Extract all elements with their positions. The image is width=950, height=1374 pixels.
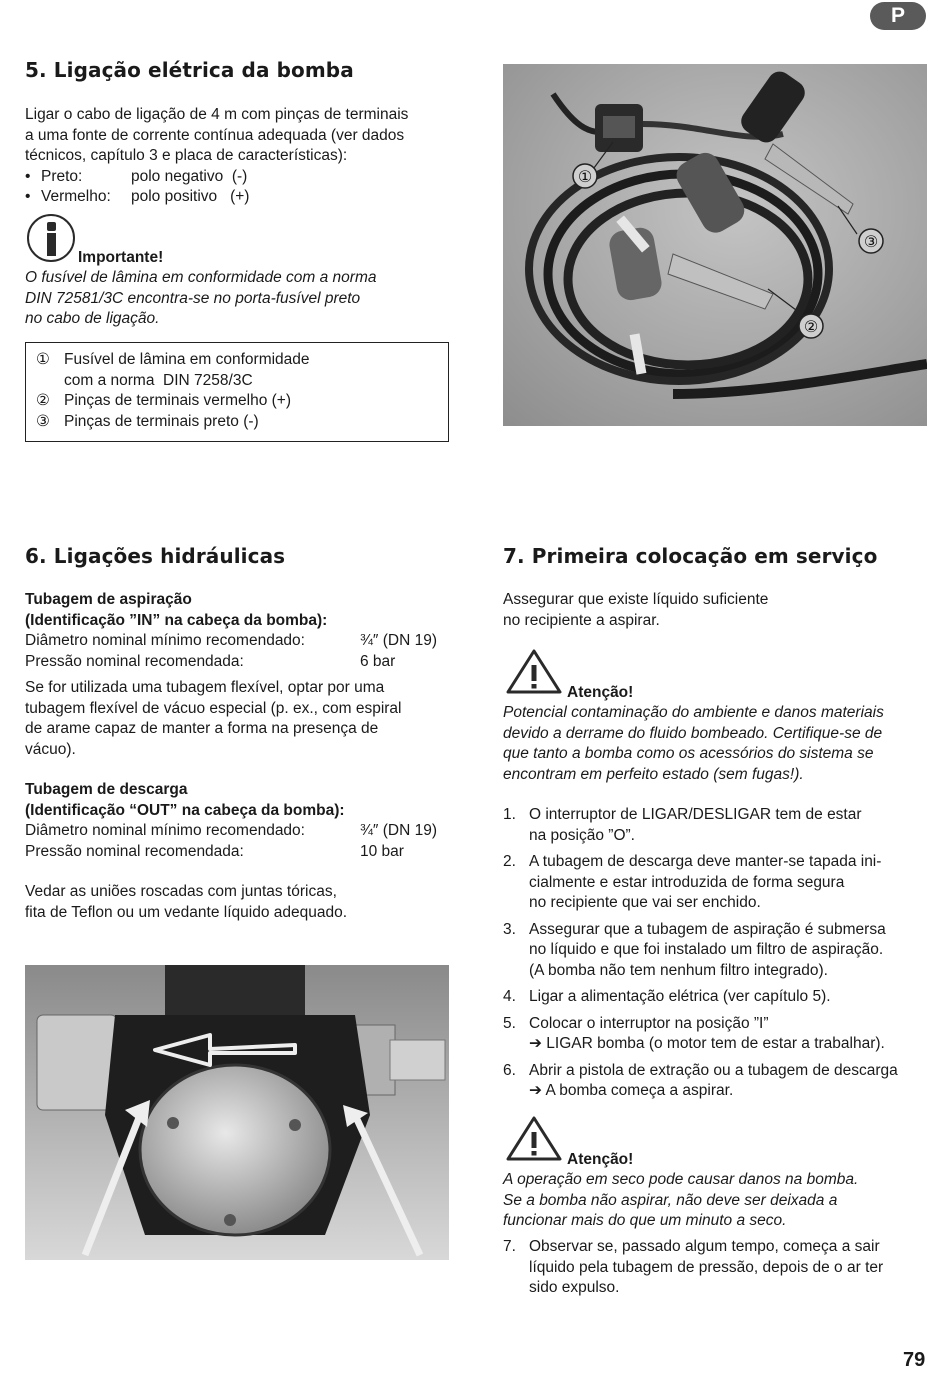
suction-heading-id: (Identificação ”IN” na cabeça da bomba): <box>25 611 328 629</box>
step-item-7: 7. Observar se, passado algum tempo, começa a sair líquido pela tubagem de pressão, depois de o ar ter sido expulso. <box>503 1238 884 1296</box>
discharge-spec-pressure: Pressão nominal recomendada: 10 bar <box>25 842 404 860</box>
sealing-note: fita de Teflon ou um vedante líquido adequado. <box>25 903 348 921</box>
legend-item: ② Pinças de terminais vermelho (+) <box>36 392 291 409</box>
step-item: 1. O interruptor de LIGAR/DESLIGAR tem de estar na posição ”O”. <box>503 806 862 844</box>
pump-head-image <box>25 965 449 1260</box>
suction-heading: Tubagem de aspiração <box>25 591 192 608</box>
info-icon <box>27 214 75 262</box>
warning-2-text: A operação em seco pode causar danos na bomba. Se a bomba não aspirar, não deve ser deixada a funcionar mais do que um minuto a seco. <box>503 1171 859 1229</box>
step-item: 3. Assegurar que a tubagem de aspiração é submersa no líquido e que foi instalado um filtro de aspiração. (A bomba não tem nenhum filtro integrado). <box>503 920 886 979</box>
discharge-heading-id: (Identificação “OUT” na cabeça da bomba): <box>25 801 345 819</box>
step-item: 6. Abrir a pistola de extração ou a tubagem de descarga ➔ A bomba começa a aspirar. <box>503 1061 898 1099</box>
warning-1-text: Potencial contaminação do ambiente e danos materiais devido a derrame do fluido bombeado. Certifique-se de que tanto a bomba como os acessórios do sistema se encontram em perfeito estado (sem fugas!). <box>503 704 884 783</box>
intro-line: a uma fonte de corrente contínua adequada (ver dados <box>25 126 405 144</box>
warning-1-heading: Atenção! <box>567 684 634 701</box>
suction-note: vácuo). <box>25 740 76 758</box>
steps-list <box>503 805 933 1108</box>
discharge-spec-diameter: Diâmetro nominal mínimo recomendado: ¾″ (DN 19) <box>25 822 437 839</box>
page-number: 79 <box>903 1349 926 1371</box>
legend-box <box>25 342 449 442</box>
important-text: O fusível de lâmina em conformidade com a norma DIN 72581/3C encontra-se no porta-fusível preto no cabo de ligação. <box>25 269 377 327</box>
warning-icon <box>505 1115 563 1161</box>
step-item: 2. A tubagem de descarga deve manter-se tapada ini- cialmente e estar introduzida de forma segura no recipiente que vai ser enchido. <box>503 853 882 911</box>
intro-line: Ligar o cabo de ligação de 4 m com pinças de terminais <box>25 106 409 123</box>
step-item: 4. Ligar a alimentação elétrica (ver capítulo 5). <box>503 988 831 1005</box>
legend-item: com a norma DIN 7258/3C <box>64 371 253 389</box>
callout-3: ③ <box>863 232 879 251</box>
section-7-intro: Assegurar que existe líquido suficiente no recipiente a aspirar. <box>503 591 769 629</box>
discharge-heading: Tubagem de descarga <box>25 781 188 798</box>
warning-2-heading: Atenção! <box>567 1151 634 1168</box>
section-5-title: 5. Ligação elétrica da bomba <box>25 58 354 82</box>
important-heading: Importante! <box>78 249 164 266</box>
pump-head-photo <box>25 965 449 1260</box>
cable-clamps-image <box>503 64 927 426</box>
callout-1: ① <box>577 167 593 186</box>
bullet-red: • Vermelho: polo positivo (+) <box>25 188 250 205</box>
bullet-black: • Preto: polo negativo (-) <box>25 167 248 185</box>
section-6-body <box>25 590 475 923</box>
warning-icon <box>505 648 563 694</box>
language-badge: P <box>870 2 926 30</box>
intro-line: técnicos, capítulo 3 e placa de características): <box>25 147 348 164</box>
section-5-intro <box>25 105 475 208</box>
callout-2: ② <box>803 317 819 336</box>
legend-item: ① Fusível de lâmina em conformidade <box>36 351 310 368</box>
step-item: 5. Colocar o interruptor na posição ”I” ➔ LIGAR bomba (o motor tem de estar a trabalhar). <box>503 1014 885 1052</box>
suction-spec-diameter: Diâmetro nominal mínimo recomendado: ¾″ (DN 19) <box>25 632 437 649</box>
suction-note: de arame capaz de manter a forma na presença de <box>25 720 379 737</box>
section-7-title: 7. Primeira colocação em serviço <box>503 544 878 568</box>
suction-spec-pressure: Pressão nominal recomendada: 6 bar <box>25 652 396 670</box>
cable-clamps-photo <box>503 64 927 426</box>
suction-note: Se for utilizada uma tubagem flexível, optar por uma <box>25 679 385 696</box>
section-6-title: 6. Ligações hidráulicas <box>25 544 286 568</box>
suction-note: tubagem flexível de vácuo especial (p. ex., com espiral <box>25 699 402 717</box>
sealing-note: Vedar as uniões roscadas com juntas tóricas, <box>25 883 337 900</box>
legend-item: ③ Pinças de terminais preto (-) <box>36 412 259 430</box>
